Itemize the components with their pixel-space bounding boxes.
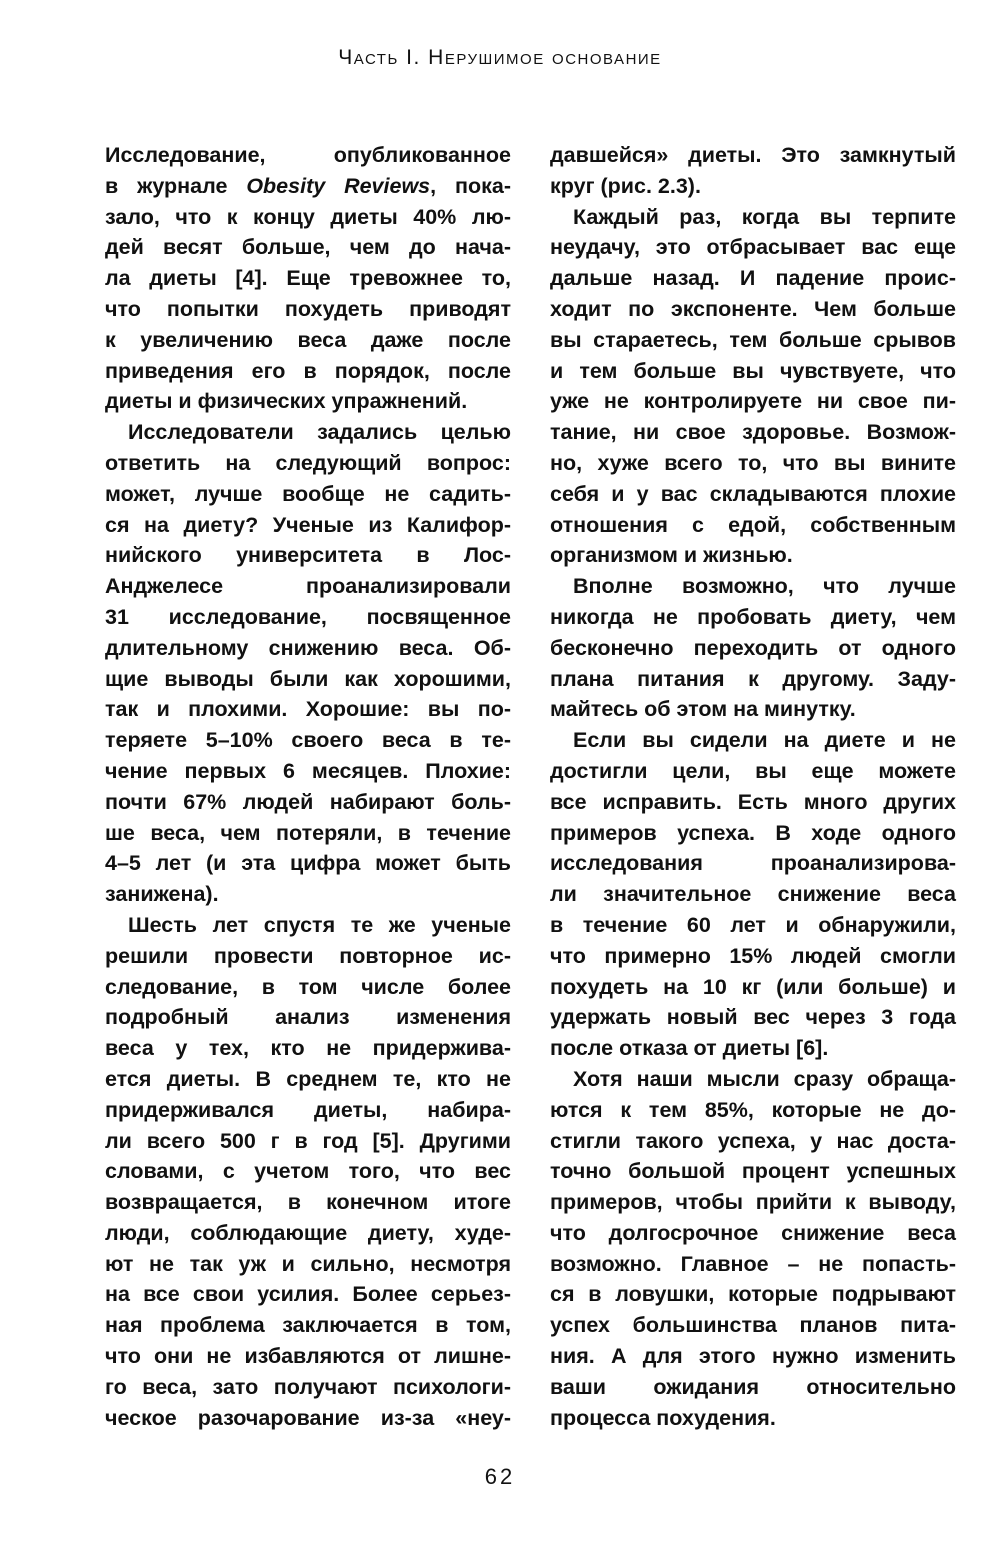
text-line: ся на диету? Ученые из Калифор- [105, 512, 511, 537]
text-segment: , пока- [430, 173, 511, 198]
text-line: го веса, зато получают психологи- [105, 1374, 511, 1399]
text-line: может, лучше вообще не садить- [105, 481, 511, 506]
text-line: длительному снижению веса. Об- [105, 635, 511, 660]
text-line: Если вы сидели на диете и не [573, 728, 956, 753]
text-line: на все свои усилия. Более серьез- [105, 1282, 511, 1307]
text-line: что попытки похудеть приводят [105, 296, 511, 321]
text-line: точно большой процент успешных [550, 1159, 956, 1184]
text-line: удержать новый вес через 3 года [550, 1005, 956, 1030]
text-line: подробный анализ изменения [105, 1005, 511, 1030]
text-line: неудачу, это отбрасывает вас еще [550, 235, 956, 260]
text-line: веса у тех, кто не придержива- [105, 1036, 511, 1061]
text-line: занижена). [105, 882, 219, 907]
text-line: ют не так уж и сильно, несмотря [105, 1251, 511, 1276]
text-line: ли всего 500 г в год [5]. Другими [105, 1128, 511, 1153]
paragraph [550, 202, 956, 572]
text-line: в течение 60 лет и обнаружили, [550, 912, 956, 937]
text-line: Шесть лет спустя те же ученые [128, 912, 511, 937]
text-line: к увеличению веса даже после [105, 327, 511, 352]
text-line [105, 171, 511, 202]
page-number: 62 [484, 1464, 516, 1489]
paragraph [105, 417, 511, 910]
text-line: ся в ловушки, которые подрывают [550, 1282, 956, 1307]
text-line: почти 67% людей набирают боль- [105, 789, 511, 814]
text-line: 31 исследование, посвященное [105, 604, 511, 629]
italic-journal-title: Obesity Reviews [246, 173, 431, 198]
text-line: что они не избавляются от лишне- [105, 1344, 511, 1369]
text-line: ли значительное снижение веса [550, 882, 956, 907]
text-line: после отказа от диеты [6]. [550, 1036, 829, 1061]
text-line: майтесь об этом на минутку. [550, 697, 856, 722]
text-line: решили провести повторное ис- [105, 943, 511, 968]
right-column [550, 140, 956, 1433]
text-line: зало, что к концу диеты 40% лю- [105, 204, 511, 229]
text-line: уже не контролируете ни свое пи- [550, 389, 956, 414]
paragraph [550, 571, 956, 725]
text-line: похудеть на 10 кг (или больше) и [550, 974, 956, 999]
text-line: дальше назад. И падение проис- [550, 266, 956, 291]
text-line: отношения с едой, собственным [550, 512, 956, 537]
text-line: теряете 5–10% своего веса в те- [105, 728, 511, 753]
text-line: придерживался диеты, набира- [105, 1097, 511, 1122]
text-line: ответить на следующий вопрос: [105, 450, 511, 475]
text-line: себя и у вас складываются плохие [550, 481, 956, 506]
paragraph [550, 140, 956, 202]
text-segment: в журнале [105, 173, 247, 198]
text-line: Вполне возможно, что лучше [573, 574, 956, 599]
text-line: словами, с учетом того, что вес [105, 1159, 511, 1184]
text-line: ется диеты. В среднем те, кто не [105, 1066, 511, 1091]
running-header: Часть I. Нерушимое основание [338, 46, 662, 69]
text-line: давшейся» диеты. Это замкнутый [550, 143, 956, 167]
text-line: вы стараетесь, тем больше срывов [550, 327, 956, 352]
text-line: стигли такого успеха, у нас доста- [550, 1128, 956, 1153]
text-line: плана питания к другому. Заду- [550, 666, 956, 691]
text-line: тание, ни свое здоровье. Возмож- [550, 420, 956, 445]
text-line: процесса похудения. [550, 1405, 776, 1430]
text-line: примеров успеха. В ходе одного [550, 820, 956, 845]
text-line: Каждый раз, когда вы терпите [573, 204, 956, 229]
text-line: все исправить. Есть много других [550, 789, 956, 814]
text-line: Исследование, опубликованное [105, 143, 511, 167]
text-line: ходит по экспоненте. Чем больше [550, 296, 956, 321]
text-line: успех большинства планов пита- [550, 1313, 956, 1338]
paragraph [550, 725, 956, 1064]
text-line: нийского университета в Лос- [105, 543, 511, 568]
text-line: Исследователи задались целью [128, 420, 511, 445]
text-line: дей весят больше, чем до нача- [105, 235, 511, 260]
left-column [105, 140, 511, 1433]
text-line: ваши ожидания относительно [550, 1374, 956, 1399]
text-line: возвращается, в конечном итоге [105, 1190, 511, 1215]
text-line: ная проблема заключается в том, [105, 1313, 511, 1338]
paragraph [105, 140, 511, 417]
text-line: ше веса, чем потеряли, в течение [105, 820, 511, 845]
paragraph [105, 910, 511, 1434]
text-line: круг (рис. 2.3). [550, 173, 701, 198]
text-line: что примерно 15% людей смогли [550, 943, 956, 968]
text-line: организмом и жизнью. [550, 543, 793, 568]
text-line: чение первых 6 месяцев. Плохие: [105, 758, 511, 783]
text-line: ческое разочарование из-за «неу- [105, 1405, 511, 1430]
text-line: ются к тем 85%, которые не до- [550, 1097, 956, 1122]
text-line: примеров, чтобы прийти к выводу, [550, 1190, 956, 1215]
text-line: никогда не пробовать диету, чем [550, 604, 956, 629]
text-line: люди, соблюдающие диету, худе- [105, 1220, 511, 1245]
text-line: 4–5 лет (и эта цифра может быть [105, 851, 511, 876]
text-line: ла диеты [4]. Еще тревожнее то, [105, 266, 511, 291]
text-line: бесконечно переходить от одного [550, 635, 956, 660]
text-line: исследования проанализирова- [550, 851, 956, 876]
text-line: щие выводы были как хорошими, [105, 666, 511, 691]
text-line: и тем больше вы чувствуете, что [550, 358, 956, 383]
text-line: возможно. Главное – не попасть- [550, 1251, 956, 1276]
text-line: но, хуже всего то, что вы вините [550, 450, 956, 475]
text-line: достигли цели, вы еще можете [550, 758, 956, 783]
text-line: Хотя наши мысли сразу обраща- [573, 1066, 956, 1091]
text-line: что долгосрочное снижение веса [550, 1220, 956, 1245]
text-line: так и плохими. Хорошие: вы по- [105, 697, 511, 722]
text-line: приведения его в порядок, после [105, 358, 511, 383]
text-line: ния. А для этого нужно изменить [550, 1344, 956, 1369]
text-line: диеты и физических упражнений. [105, 389, 468, 414]
text-line: Анджелесе проанализировали [105, 574, 511, 599]
paragraph [550, 1064, 956, 1434]
text-line: следование, в том числе более [105, 974, 511, 999]
